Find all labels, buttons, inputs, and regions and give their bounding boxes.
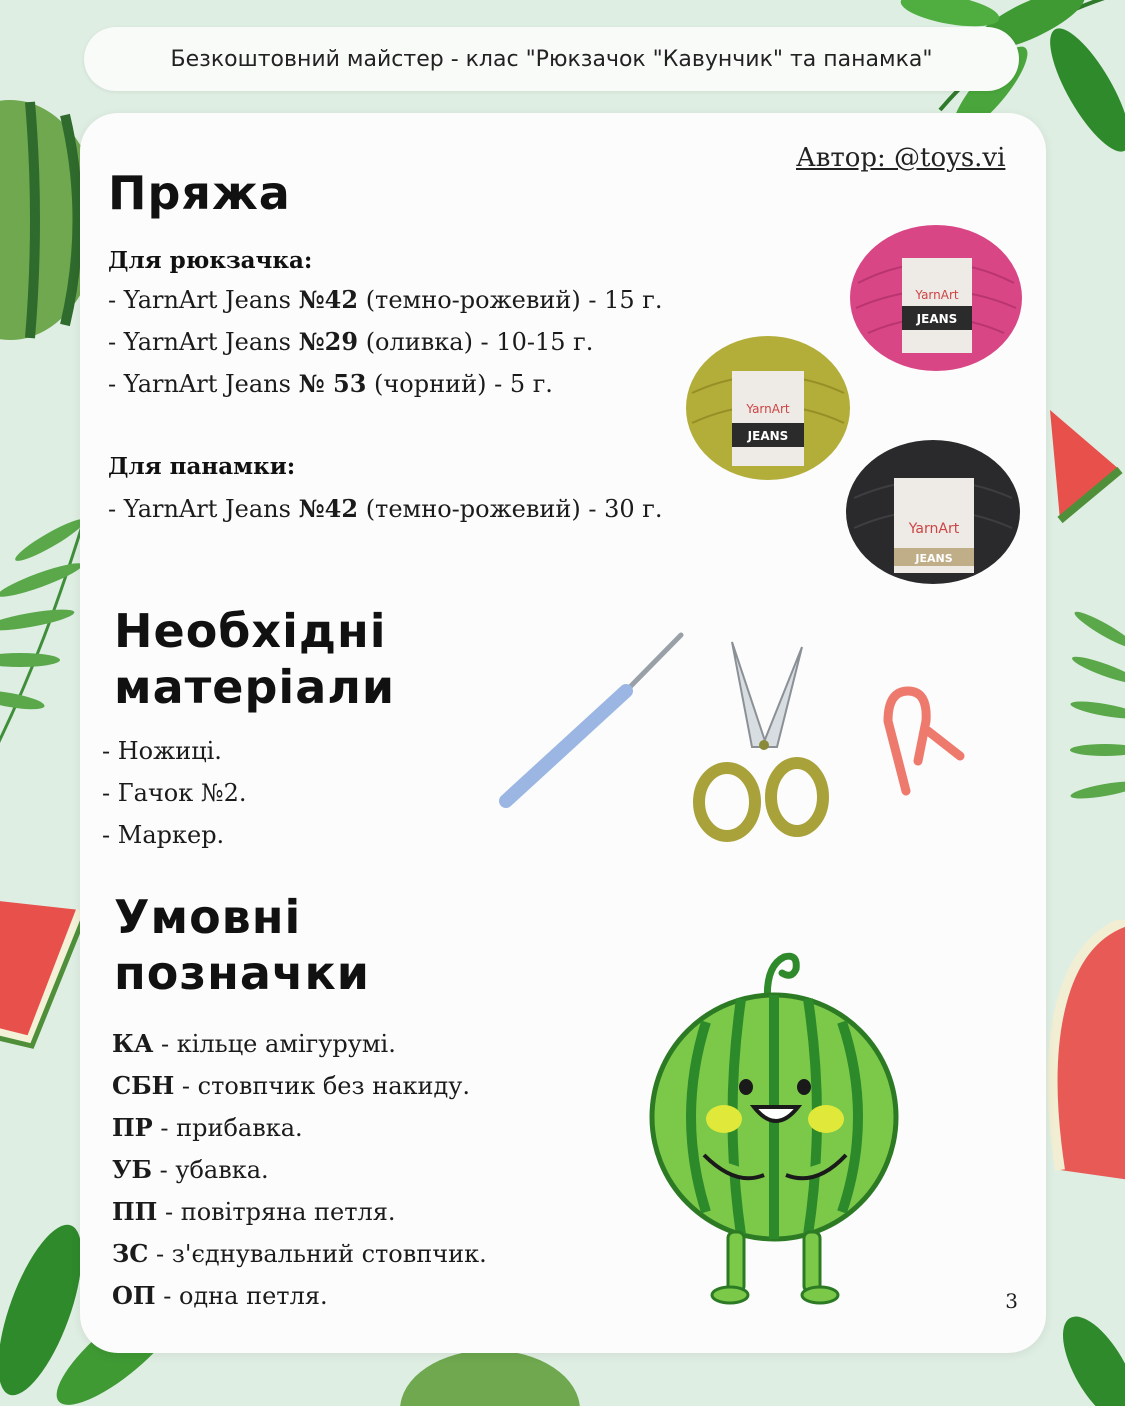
melon-slice-right-bottom <box>1040 920 1125 1180</box>
backpack-item: - YarnArt Jeans №42 (темно-рожевий) - 15 г. <box>108 285 663 314</box>
scissors-icon <box>692 637 832 847</box>
hat-item: - YarnArt Jeans №42 (темно-рожевий) - 30 г. <box>108 494 663 523</box>
svg-text:YarnArt: YarnArt <box>746 402 790 416</box>
svg-text:YarnArt: YarnArt <box>915 288 959 302</box>
author-link[interactable]: Автор: @toys.vi <box>796 143 1006 173</box>
content-card <box>80 113 1046 1353</box>
svg-text:YarnArt: YarnArt <box>908 521 960 537</box>
stitch-marker-icon <box>878 681 968 801</box>
yarn-ball-olive <box>684 333 852 483</box>
legend-item: УБ - убавка. <box>112 1155 269 1184</box>
legend-item: ПП - повітряна петля. <box>112 1197 396 1226</box>
melon-slice-right-top <box>1040 400 1125 530</box>
header-title: Безкоштовний майстер - клас "Рюкзачок "Кавунчик" та панамка" <box>84 27 1019 91</box>
yarn-ball-pink <box>848 223 1024 373</box>
legend-heading: Умовні позначки <box>114 890 370 1000</box>
materials-item: - Маркер. <box>102 821 225 849</box>
legend-item: СБН - стовпчик без накиду. <box>112 1071 471 1100</box>
watermelon-bottom <box>400 1350 580 1406</box>
hat-label: Для панамки: <box>108 453 296 480</box>
backpack-item: - YarnArt Jeans № 53 (чорний) - 5 г. <box>108 369 553 398</box>
yarn-heading: Пряжа <box>108 166 291 220</box>
legend-item: КА - кільце амігурумі. <box>112 1029 396 1058</box>
materials-heading: Необхідні матеріали <box>114 604 396 714</box>
svg-text:JEANS: JEANS <box>915 552 953 565</box>
materials-item: - Гачок №2. <box>102 779 247 807</box>
svg-text:JEANS: JEANS <box>747 429 789 443</box>
legend-item: ПР - прибавка. <box>112 1113 303 1142</box>
backpack-label: Для рюкзачка: <box>108 247 313 274</box>
svg-text:JEANS: JEANS <box>916 312 958 326</box>
materials-item: - Ножиці. <box>102 737 222 765</box>
yarn-ball-black <box>844 438 1022 586</box>
legend-item: ЗС - з'єднувальний стовпчик. <box>112 1239 487 1268</box>
backpack-item: - YarnArt Jeans №29 (оливка) - 10-15 г. <box>108 327 594 356</box>
legend-item: ОП - одна петля. <box>112 1281 328 1310</box>
palm-leaves-right <box>1045 590 1125 820</box>
page-number: 3 <box>1005 1289 1018 1313</box>
watermelon-character <box>646 937 906 1307</box>
melon-slice-left <box>0 890 90 1050</box>
crochet-hook-icon <box>496 631 686 811</box>
